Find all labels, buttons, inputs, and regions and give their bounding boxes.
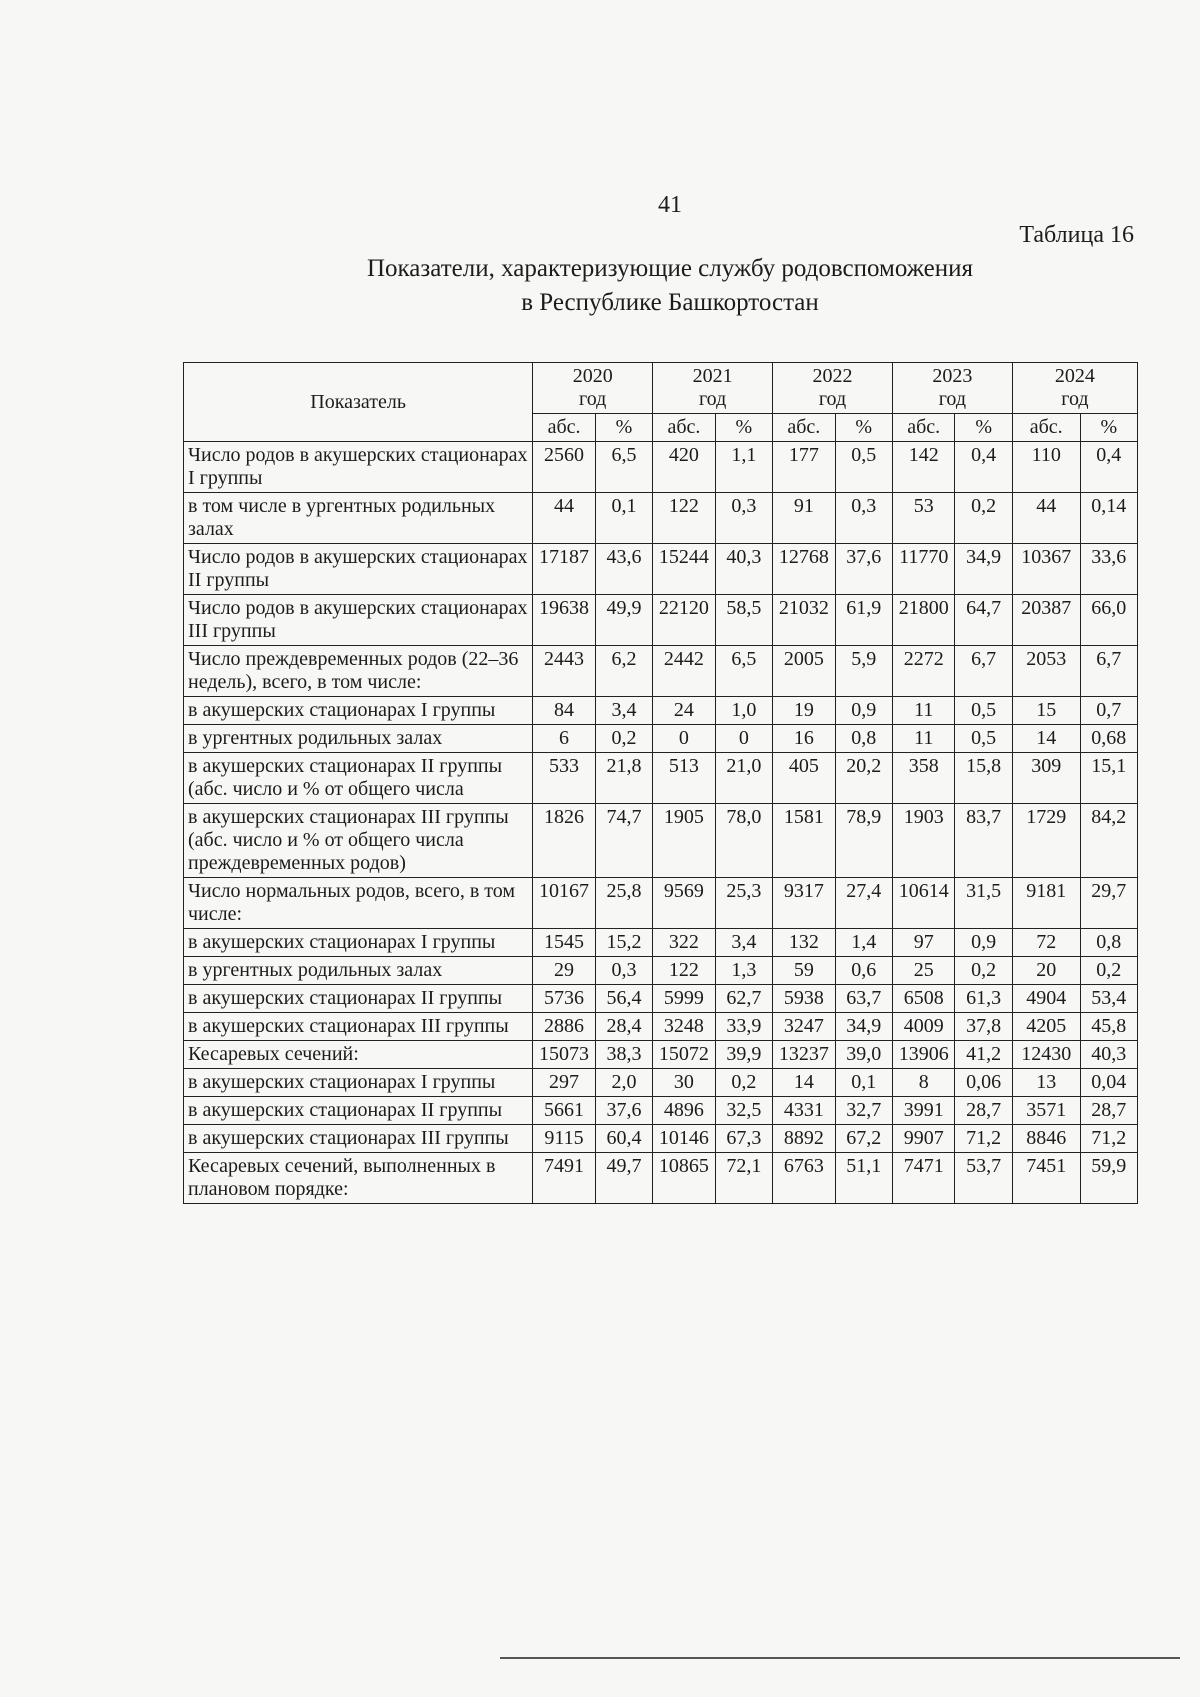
row-label: Число нормальных родов, всего, в том числе: [184,878,533,929]
table-row [184,878,1138,929]
row-label: Число родов в акушерских стационарах II группы [184,544,533,595]
table-row [184,544,1138,595]
abs-value-cell: 0 [653,725,716,753]
abs-header: абс. [892,414,955,442]
abs-value-cell: 10367 [1012,544,1080,595]
abs-value-cell: 24 [653,697,716,725]
abs-value-cell: 11770 [892,544,955,595]
pct-value-cell: 37,6 [835,544,892,595]
pct-value-cell: 83,7 [955,804,1012,878]
abs-value-cell: 44 [533,493,596,544]
pct-value-cell: 51,1 [835,1153,892,1204]
abs-value-cell: 3248 [653,1013,716,1041]
pct-value-cell: 37,6 [595,1097,652,1125]
pct-value-cell: 0,2 [955,957,1012,985]
abs-value-cell: 513 [653,753,716,804]
abs-value-cell: 15072 [653,1041,716,1069]
abs-value-cell: 3571 [1012,1097,1080,1125]
pct-value-cell: 15,2 [595,929,652,957]
pct-value-cell: 0,68 [1080,725,1137,753]
abs-value-cell: 7451 [1012,1153,1080,1204]
abs-value-cell: 13 [1012,1069,1080,1097]
table-row [184,1041,1138,1069]
pct-header: % [595,414,652,442]
table-row [184,929,1138,957]
row-label: в акушерских стационарах II группы [184,1097,533,1125]
abs-value-cell: 19638 [533,595,596,646]
pct-value-cell: 38,3 [595,1041,652,1069]
pct-value-cell: 60,4 [595,1125,652,1153]
abs-value-cell: 97 [892,929,955,957]
table-row [184,804,1138,878]
year-text: 2024 [1054,365,1095,387]
abs-value-cell: 10614 [892,878,955,929]
pct-value-cell: 84,2 [1080,804,1137,878]
pct-value-cell: 61,3 [955,985,1012,1013]
table-body [184,442,1138,1204]
pct-value-cell: 0,5 [835,442,892,493]
pct-value-cell: 1,4 [835,929,892,957]
pct-header: % [715,414,772,442]
abs-value-cell: 8846 [1012,1125,1080,1153]
abs-value-cell: 8 [892,1069,955,1097]
pct-value-cell: 58,5 [715,595,772,646]
abs-value-cell: 10146 [653,1125,716,1153]
pct-value-cell: 6,5 [595,442,652,493]
pct-header: % [955,414,1012,442]
abs-value-cell: 2005 [773,646,836,697]
abs-value-cell: 9181 [1012,878,1080,929]
pct-value-cell: 33,9 [715,1013,772,1041]
year-unit: год [938,388,967,410]
pct-value-cell: 40,3 [715,544,772,595]
pct-value-cell: 71,2 [1080,1125,1137,1153]
pct-value-cell: 66,0 [1080,595,1137,646]
year-text: 2023 [932,365,973,387]
abs-value-cell: 5999 [653,985,716,1013]
page-number: 41 [658,192,682,218]
table-row [184,595,1138,646]
abs-value-cell: 29 [533,957,596,985]
abs-value-cell: 11 [892,725,955,753]
abs-value-cell: 21800 [892,595,955,646]
pct-value-cell: 43,6 [595,544,652,595]
abs-value-cell: 13237 [773,1041,836,1069]
abs-value-cell: 9569 [653,878,716,929]
year-header-2024 [1012,363,1137,414]
pct-value-cell: 3,4 [715,929,772,957]
year-unit: год [579,388,607,410]
abs-header: абс. [653,414,716,442]
table-row [184,697,1138,725]
pct-value-cell: 0,1 [835,1069,892,1097]
pct-value-cell: 59,9 [1080,1153,1137,1204]
abs-value-cell: 1581 [773,804,836,878]
pct-value-cell: 56,4 [595,985,652,1013]
abs-value-cell: 5736 [533,985,596,1013]
abs-value-cell: 4904 [1012,985,1080,1013]
abs-value-cell: 122 [653,493,716,544]
year-unit: год [1061,388,1089,410]
year-header-2022 [773,363,893,414]
abs-value-cell: 4331 [773,1097,836,1125]
row-label: в акушерских стационарах II группы [184,985,533,1013]
table-row [184,985,1138,1013]
table-row [184,725,1138,753]
abs-value-cell: 59 [773,957,836,985]
abs-value-cell: 14 [773,1069,836,1097]
pct-value-cell: 63,7 [835,985,892,1013]
pct-value-cell: 0,3 [595,957,652,985]
abs-value-cell: 1729 [1012,804,1080,878]
pct-value-cell: 0,6 [835,957,892,985]
abs-value-cell: 6 [533,725,596,753]
pct-value-cell: 39,9 [715,1041,772,1069]
row-label: Кесаревых сечений: [184,1041,533,1069]
abs-value-cell: 44 [1012,493,1080,544]
table-row [184,1097,1138,1125]
pct-value-cell: 32,5 [715,1097,772,1125]
abs-value-cell: 322 [653,929,716,957]
row-label: в акушерских стационарах I группы [184,1069,533,1097]
pct-value-cell: 37,8 [955,1013,1012,1041]
abs-value-cell: 21032 [773,595,836,646]
abs-value-cell: 16 [773,725,836,753]
table-row [184,442,1138,493]
row-label: в акушерских стационарах III группы [184,1125,533,1153]
table-row [184,957,1138,985]
pct-value-cell: 74,7 [595,804,652,878]
pct-value-cell: 0,4 [1080,442,1137,493]
pct-value-cell: 15,8 [955,753,1012,804]
pct-value-cell: 34,9 [835,1013,892,1041]
pct-value-cell: 67,2 [835,1125,892,1153]
year-header-2020 [533,363,653,414]
abs-value-cell: 12768 [773,544,836,595]
abs-value-cell: 3247 [773,1013,836,1041]
pct-value-cell: 6,7 [955,646,1012,697]
document-title [0,252,1200,320]
title-line-2: в Республике Башкортостан [521,289,819,316]
abs-header: абс. [533,414,596,442]
abs-value-cell: 405 [773,753,836,804]
row-label: Число родов в акушерских стационарах III группы [184,595,533,646]
pct-value-cell: 1,3 [715,957,772,985]
abs-value-cell: 533 [533,753,596,804]
table-label: Таблица 16 [1019,222,1134,248]
pct-header: % [1080,414,1137,442]
pct-value-cell: 0,2 [1080,957,1137,985]
pct-value-cell: 1,0 [715,697,772,725]
pct-value-cell: 0,7 [1080,697,1137,725]
pct-value-cell: 0,2 [955,493,1012,544]
pct-value-cell: 0,5 [955,725,1012,753]
abs-value-cell: 25 [892,957,955,985]
pct-value-cell: 21,0 [715,753,772,804]
pct-value-cell: 41,2 [955,1041,1012,1069]
abs-value-cell: 2443 [533,646,596,697]
pct-value-cell: 2,0 [595,1069,652,1097]
row-label: в ургентных родильных залах [184,957,533,985]
abs-value-cell: 19 [773,697,836,725]
abs-value-cell: 6508 [892,985,955,1013]
abs-value-cell: 15073 [533,1041,596,1069]
pct-value-cell: 25,3 [715,878,772,929]
pct-value-cell: 32,7 [835,1097,892,1125]
year-unit: год [698,388,727,410]
abs-value-cell: 5938 [773,985,836,1013]
pct-value-cell: 33,6 [1080,544,1137,595]
pct-value-cell: 0,4 [955,442,1012,493]
abs-value-cell: 30 [653,1069,716,1097]
pct-value-cell: 78,0 [715,804,772,878]
pct-value-cell: 0,2 [595,725,652,753]
pct-value-cell: 0,9 [955,929,1012,957]
abs-header: абс. [773,414,836,442]
pct-value-cell: 0,5 [955,697,1012,725]
pct-value-cell: 28,4 [595,1013,652,1041]
pct-value-cell: 20,2 [835,753,892,804]
abs-value-cell: 2053 [1012,646,1080,697]
abs-value-cell: 13906 [892,1041,955,1069]
abs-value-cell: 1545 [533,929,596,957]
pct-value-cell: 15,1 [1080,753,1137,804]
abs-value-cell: 14 [1012,725,1080,753]
abs-value-cell: 420 [653,442,716,493]
abs-value-cell: 2272 [892,646,955,697]
abs-value-cell: 177 [773,442,836,493]
abs-value-cell: 10167 [533,878,596,929]
abs-value-cell: 2560 [533,442,596,493]
table-row [184,1013,1138,1041]
abs-value-cell: 110 [1012,442,1080,493]
pct-value-cell: 0,04 [1080,1069,1137,1097]
data-table [183,362,1138,1204]
abs-value-cell: 1905 [653,804,716,878]
row-label: в акушерских стационарах III группы (абс. число и % от общего числа преждевременных родов) [184,804,533,878]
pct-value-cell: 28,7 [1080,1097,1137,1125]
abs-value-cell: 2442 [653,646,716,697]
abs-value-cell: 9115 [533,1125,596,1153]
footer-divider [500,1657,1180,1659]
header-row-years [184,363,1138,414]
abs-value-cell: 1903 [892,804,955,878]
abs-value-cell: 4896 [653,1097,716,1125]
abs-value-cell: 6763 [773,1153,836,1204]
abs-value-cell: 4009 [892,1013,955,1041]
abs-value-cell: 12430 [1012,1041,1080,1069]
table-row [184,493,1138,544]
pct-value-cell: 21,8 [595,753,652,804]
year-text: 2020 [572,365,613,387]
pct-value-cell: 0,1 [595,493,652,544]
pct-value-cell: 0,8 [835,725,892,753]
pct-value-cell: 0,9 [835,697,892,725]
year-header-2021 [653,363,773,414]
pct-value-cell: 53,4 [1080,985,1137,1013]
abs-value-cell: 15 [1012,697,1080,725]
abs-value-cell: 22120 [653,595,716,646]
year-unit: год [818,388,847,410]
year-text: 2022 [812,365,853,387]
pct-value-cell: 62,7 [715,985,772,1013]
pct-value-cell: 64,7 [955,595,1012,646]
pct-value-cell: 0 [715,725,772,753]
table-row [184,646,1138,697]
row-label: Число родов в акушерских стационарах I группы [184,442,533,493]
abs-header: абс. [1012,414,1080,442]
abs-value-cell: 122 [653,957,716,985]
pct-value-cell: 5,9 [835,646,892,697]
pct-value-cell: 53,7 [955,1153,1012,1204]
abs-value-cell: 84 [533,697,596,725]
abs-value-cell: 8892 [773,1125,836,1153]
pct-header: % [835,414,892,442]
pct-value-cell: 40,3 [1080,1041,1137,1069]
pct-value-cell: 6,7 [1080,646,1137,697]
row-label: в акушерских стационарах I группы [184,929,533,957]
abs-value-cell: 7471 [892,1153,955,1204]
abs-value-cell: 7491 [533,1153,596,1204]
pct-value-cell: 39,0 [835,1041,892,1069]
pct-value-cell: 78,9 [835,804,892,878]
pct-value-cell: 72,1 [715,1153,772,1204]
pct-value-cell: 29,7 [1080,878,1137,929]
abs-value-cell: 53 [892,493,955,544]
pct-value-cell: 0,06 [955,1069,1012,1097]
pct-value-cell: 1,1 [715,442,772,493]
pct-value-cell: 45,8 [1080,1013,1137,1041]
pct-value-cell: 49,9 [595,595,652,646]
abs-value-cell: 9317 [773,878,836,929]
pct-value-cell: 34,9 [955,544,1012,595]
year-header-2023 [892,363,1012,414]
abs-value-cell: 15244 [653,544,716,595]
row-label: Кесаревых сечений, выполненных в плановом порядке: [184,1153,533,1204]
abs-value-cell: 309 [1012,753,1080,804]
pct-value-cell: 25,8 [595,878,652,929]
table-row [184,1125,1138,1153]
row-label: в том числе в ургентных родильных залах [184,493,533,544]
pct-value-cell: 28,7 [955,1097,1012,1125]
table-row [184,753,1138,804]
pct-value-cell: 61,9 [835,595,892,646]
abs-value-cell: 72 [1012,929,1080,957]
pct-value-cell: 0,3 [835,493,892,544]
pct-value-cell: 0,2 [715,1069,772,1097]
indicator-header: Показатель [184,363,533,442]
abs-value-cell: 297 [533,1069,596,1097]
abs-value-cell: 3991 [892,1097,955,1125]
abs-value-cell: 20 [1012,957,1080,985]
abs-value-cell: 20387 [1012,595,1080,646]
abs-value-cell: 132 [773,929,836,957]
pct-value-cell: 3,4 [595,697,652,725]
abs-value-cell: 17187 [533,544,596,595]
table-row [184,1153,1138,1204]
abs-value-cell: 142 [892,442,955,493]
title-line-1: Показатели, характеризующие службу родовспоможения [366,255,974,282]
table-row [184,1069,1138,1097]
abs-value-cell: 358 [892,753,955,804]
abs-value-cell: 10865 [653,1153,716,1204]
abs-value-cell: 9907 [892,1125,955,1153]
abs-value-cell: 2886 [533,1013,596,1041]
abs-value-cell: 1826 [533,804,596,878]
pct-value-cell: 6,5 [715,646,772,697]
pct-value-cell: 0,8 [1080,929,1137,957]
row-label: Число преждевременных родов (22–36 недель), всего, в том числе: [184,646,533,697]
row-label: в акушерских стационарах I группы [184,697,533,725]
pct-value-cell: 49,7 [595,1153,652,1204]
pct-value-cell: 67,3 [715,1125,772,1153]
pct-value-cell: 31,5 [955,878,1012,929]
year-text: 2021 [692,365,733,387]
abs-value-cell: 91 [773,493,836,544]
row-label: в ургентных родильных залах [184,725,533,753]
row-label: в акушерских стационарах II группы (абс. число и % от общего числа [184,753,533,804]
abs-value-cell: 5661 [533,1097,596,1125]
pct-value-cell: 27,4 [835,878,892,929]
pct-value-cell: 0,14 [1080,493,1137,544]
pct-value-cell: 6,2 [595,646,652,697]
abs-value-cell: 4205 [1012,1013,1080,1041]
abs-value-cell: 11 [892,697,955,725]
row-label: в акушерских стационарах III группы [184,1013,533,1041]
pct-value-cell: 0,3 [715,493,772,544]
pct-value-cell: 71,2 [955,1125,1012,1153]
